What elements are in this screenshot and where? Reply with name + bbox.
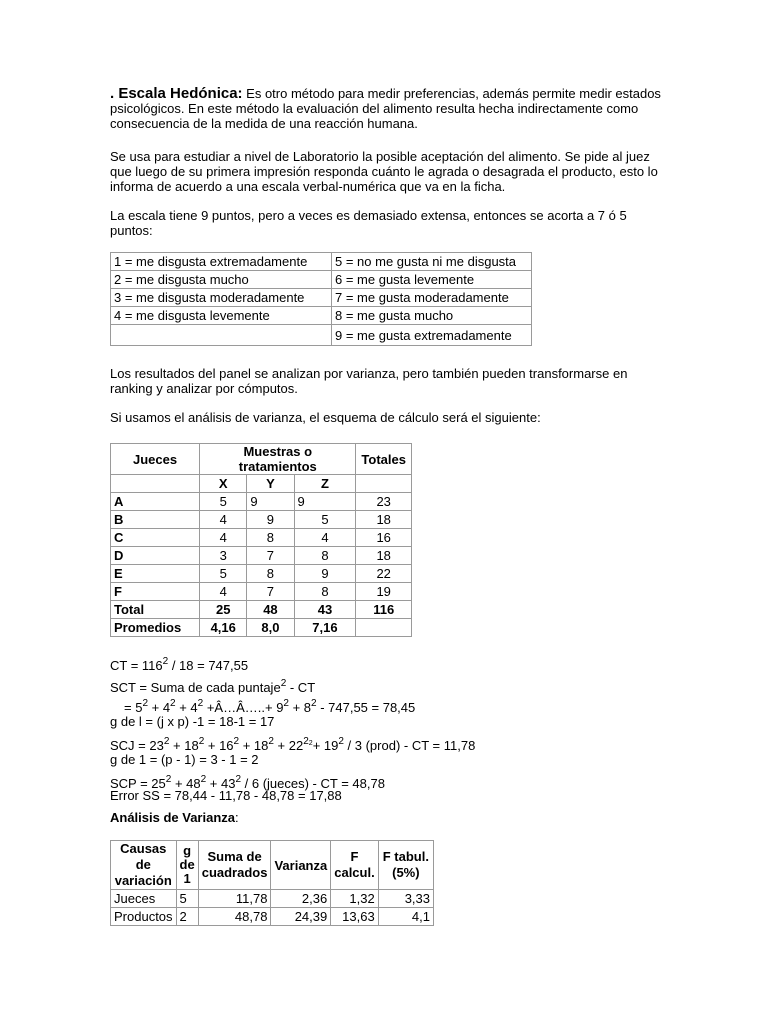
judge-cell: F (111, 583, 200, 601)
table-header-row (111, 475, 412, 493)
cell: 4 (200, 511, 247, 529)
anova-table (110, 840, 434, 926)
exponent: 2 (280, 678, 287, 689)
col-header: X (200, 475, 247, 493)
exponent: 2 (200, 774, 207, 785)
paragraph-esquema: Si usamos el análisis de varianza, el esquema de cálculo será el siguiente: (110, 410, 541, 425)
calc-scj (110, 732, 475, 752)
calc-text: SCP = 25 (110, 776, 166, 791)
calc-error: Error SS = 78,44 - 11,78 - 48,78 = 17,88 (110, 788, 342, 803)
table-row (111, 325, 532, 346)
cell: 1,32 (331, 890, 378, 908)
table-row (111, 890, 434, 908)
cell: 2 (176, 908, 198, 926)
exponent: 2 (162, 656, 169, 667)
paragraph-resultados: Los resultados del panel se analizan por varianza, pero también pueden transformarse en ranking y analizar por cómputos. (110, 366, 628, 396)
col-header: F calcul. (331, 841, 378, 890)
scale-cell: 2 = me disgusta mucho (111, 271, 332, 289)
scale-cell: 6 = me gusta levemente (332, 271, 532, 289)
cell: 4,1 (378, 908, 433, 926)
calc-text: + 4 (148, 700, 171, 715)
scale-cell: 1 = me disgusta extremadamente (111, 253, 332, 271)
table-row (111, 511, 412, 529)
col-header: Totales (356, 444, 412, 475)
calc-text: = 5 (124, 700, 143, 715)
cell: 8,0 (247, 619, 294, 637)
calculations (110, 652, 475, 804)
cell: 25 (200, 601, 247, 619)
exponent: 2 (197, 698, 204, 709)
cell: 4,16 (200, 619, 247, 637)
calc-text: + 4 (175, 700, 198, 715)
scale-cell: 4 = me disgusta levemente (111, 307, 332, 325)
cell: 16 (356, 529, 412, 547)
judge-cell: B (111, 511, 200, 529)
col-header: Z (294, 475, 356, 493)
cell: 24,39 (271, 908, 331, 926)
judge-cell: C (111, 529, 200, 547)
calc-text: + 19 (312, 738, 339, 753)
col-header: Y (247, 475, 294, 493)
col-header: Causas de variación (111, 841, 177, 890)
calc-text: / 18 = 747,55 (168, 658, 249, 673)
cell: 3 (200, 547, 247, 565)
cell: 23 (356, 493, 412, 511)
calc-text: + 8 (288, 700, 312, 715)
calc-ct (110, 652, 475, 674)
anova-heading-text: Análisis de Varianza (110, 810, 236, 825)
calc-text: + 43 (206, 776, 236, 791)
col-header: Jueces (111, 444, 200, 475)
calc-text: / 6 (jueces) - CT = 48,78 (241, 776, 385, 791)
hedonic-scale-table (110, 252, 532, 346)
exponent: 2 (170, 698, 176, 709)
calc-text: - CT (286, 680, 316, 695)
cell: 48 (247, 601, 294, 619)
exponent: 2 (283, 698, 289, 709)
table-row (111, 565, 412, 583)
anova-heading (110, 810, 239, 825)
cell: 11,78 (198, 890, 271, 908)
paragraph-laboratorio: Se usa para estudiar a nivel de Laboratorio la posible aceptación del alimento. Se pide al juez que luego de su primera impresión responda cuánto le agrada o desagrada el producto, esto lo informa de acuerdo a una escala verbal-numérica que va en la ficha. (110, 149, 658, 194)
table-row (111, 908, 434, 926)
col-header: g de 1 (176, 841, 198, 890)
cell (356, 619, 412, 637)
cell: 9 (294, 493, 356, 511)
scale-cell: 8 = me gusta mucho (332, 307, 532, 325)
cell: 3,33 (378, 890, 433, 908)
cell: 9 (294, 565, 356, 583)
exponent: 2 (165, 774, 172, 785)
table-row (111, 307, 532, 325)
anova-heading-colon: : (235, 810, 239, 825)
cell: 43 (294, 601, 356, 619)
exponent: 2 (338, 736, 344, 747)
judge-cell: A (111, 493, 200, 511)
intro-text: Es otro método para medir preferencias, además permite medir estados psicológicos. En este método la evaluación del alimento resulta hecha indirectamente como consecuencia de la medida de una reacción humana. (110, 86, 661, 131)
exponent: 2 (303, 736, 309, 747)
cell: 13,63 (331, 908, 378, 926)
exponent: 2 (235, 774, 242, 785)
exponent: 2 (142, 698, 148, 709)
exponent: 2 (311, 698, 317, 709)
table-row (111, 289, 532, 307)
scale-cell (111, 325, 332, 346)
calc-text: + 22 (273, 738, 304, 753)
table-row (111, 583, 412, 601)
calc-text: CT = 116 (110, 658, 163, 673)
cell: 2,36 (271, 890, 331, 908)
scale-cell: 5 = no me gusta ni me disgusta (332, 253, 532, 271)
averages-label: Promedios (111, 619, 200, 637)
intro-paragraph (110, 86, 670, 131)
cell: 5 (200, 493, 247, 511)
exponent: 2 (163, 736, 170, 747)
calc-sct (110, 674, 475, 694)
exponent: 2 (268, 736, 274, 747)
cell: 7,16 (294, 619, 356, 637)
calc-text: + 48 (171, 776, 201, 791)
cell (111, 475, 200, 493)
calc-text: + 16 (204, 738, 234, 753)
cell: 19 (356, 583, 412, 601)
cell: 5 (200, 565, 247, 583)
judge-cell: D (111, 547, 200, 565)
cell: 116 (356, 601, 412, 619)
table-row (111, 529, 412, 547)
calc-text: + 18 (239, 738, 269, 753)
cell (356, 475, 412, 493)
cell: 5 (176, 890, 198, 908)
col-header: Muestras o tratamientos (200, 444, 356, 475)
cell: 7 (247, 583, 294, 601)
cell: 8 (247, 565, 294, 583)
cell: 8 (294, 547, 356, 565)
table-header-row (111, 841, 434, 890)
col-header: Suma de cuadrados (198, 841, 271, 890)
col-header: F tabul.(5%) (378, 841, 433, 890)
calc-text: SCJ = 23 (110, 738, 164, 753)
cell: 22 (356, 565, 412, 583)
cell: 4 (200, 529, 247, 547)
calc-text: +Â…Â…..+ 9 (203, 700, 284, 715)
section-title: . Escala Hedónica: (110, 85, 243, 102)
cell: 8 (247, 529, 294, 547)
table-row (111, 271, 532, 289)
col-header: Varianza (271, 841, 331, 890)
cell: 4 (200, 583, 247, 601)
calc-sct-expansion (110, 694, 475, 714)
cell: Productos (111, 908, 177, 926)
cell: 9 (247, 493, 294, 511)
calc-g1: g de 1 = (p - 1) = 3 - 1 = 2 (110, 752, 259, 767)
cell: 18 (356, 547, 412, 565)
calc-text: - 747,55 = 78,45 (316, 700, 416, 715)
total-label: Total (111, 601, 200, 619)
exponent: 2 (308, 740, 313, 747)
calc-gl: g de l = (j x p) -1 = 18-1 = 17 (110, 714, 275, 729)
table-row (111, 253, 532, 271)
scale-cell: 3 = me disgusta moderadamente (111, 289, 332, 307)
table-row (111, 547, 412, 565)
scale-cell: 7 = me gusta moderadamente (332, 289, 532, 307)
cell: 18 (356, 511, 412, 529)
cell: 8 (294, 583, 356, 601)
exponent: 2 (198, 736, 205, 747)
calc-text: + 18 (169, 738, 199, 753)
calc-scp (110, 770, 475, 791)
results-table (110, 443, 412, 637)
exponent: 2 (233, 736, 240, 747)
cell: 5 (294, 511, 356, 529)
paragraph-escala: La escala tiene 9 puntos, pero a veces es demasiado extensa, entonces se acorta a 7 ó 5 puntos: (110, 208, 627, 238)
table-header-row (111, 444, 412, 475)
cell: 9 (247, 511, 294, 529)
judge-cell: E (111, 565, 200, 583)
table-row-total (111, 601, 412, 619)
calc-text: SCT = Suma de cada puntaje (110, 680, 281, 695)
cell: 48,78 (198, 908, 271, 926)
cell: Jueces (111, 890, 177, 908)
cell: 7 (247, 547, 294, 565)
scale-cell: 9 = me gusta extremadamente (332, 325, 532, 346)
table-row-averages (111, 619, 412, 637)
cell: 4 (294, 529, 356, 547)
calc-text: / 3 (prod) - CT = 11,78 (343, 738, 476, 753)
table-row (111, 493, 412, 511)
